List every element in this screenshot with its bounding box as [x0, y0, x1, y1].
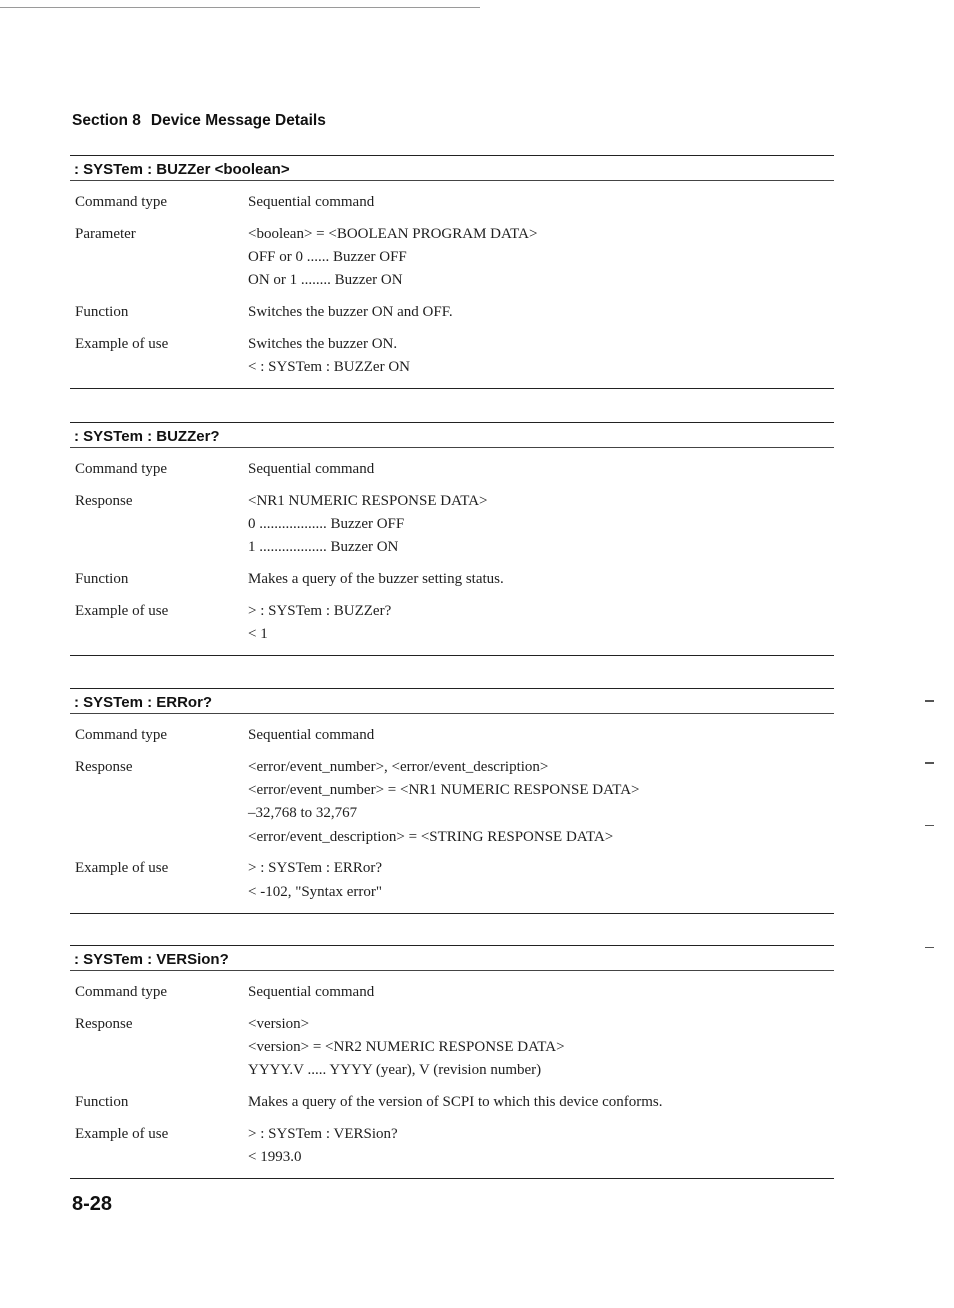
row-value: [248, 458, 834, 481]
value-line: Sequential command: [248, 194, 375, 210]
command-row: [70, 600, 834, 647]
row-value: [248, 568, 834, 591]
command-row: [70, 191, 834, 214]
value-line: Switches the buzzer ON and OFF.: [248, 304, 453, 321]
row-label: Command type: [75, 461, 168, 477]
row-value: [248, 333, 834, 380]
row-value: [248, 1123, 834, 1170]
command-block: [70, 945, 834, 1179]
row-value: [248, 756, 834, 849]
command-row: [70, 724, 834, 747]
row-value: [248, 600, 834, 647]
value-line: Sequential command: [248, 727, 375, 743]
block-bottom-rule: [70, 913, 834, 914]
value-line: Makes a query of the buzzer setting status.: [248, 571, 504, 588]
page-number: 8-28: [72, 1193, 113, 1215]
value-line: Sequential command: [248, 461, 375, 477]
value-line: OFF or 0 ...... Buzzer OFF: [248, 249, 407, 266]
value-line: <version>: [248, 1015, 310, 1032]
value-line: ON or 1 ........ Buzzer ON: [248, 272, 403, 289]
block-bottom-rule: [70, 655, 834, 656]
value-line: Switches the buzzer ON.: [248, 335, 398, 352]
value-line: <error/event_number> = <NR1 NUMERIC RESPONSE DATA>: [248, 782, 640, 799]
section-title: Device Message Details: [150, 112, 326, 129]
command-rows: [70, 181, 834, 380]
value-line: Makes a query of the version of SCPI to which this device conforms.: [248, 1094, 663, 1111]
value-line: <boolean> = <BOOLEAN PROGRAM DATA>: [248, 225, 538, 242]
row-value: [248, 191, 834, 214]
value-line: Sequential command: [248, 984, 375, 1000]
top-scan-rule: [0, 7, 480, 8]
value-line: < 1993.0: [248, 1149, 302, 1166]
edge-mark: [925, 700, 934, 702]
block-bottom-rule: [70, 1178, 834, 1179]
command-row: [70, 458, 834, 481]
edge-mark: [925, 947, 934, 948]
value-line: YYYY.V ..... YYYY (year), V (revision number): [248, 1062, 542, 1079]
command-block: [70, 688, 834, 914]
row-label: Command type: [75, 727, 168, 743]
block-bottom-rule: [70, 388, 834, 389]
row-label: Command type: [75, 984, 168, 1000]
command-title: : SYSTem : BUZZer <boolean>: [70, 155, 834, 181]
command-row: [70, 490, 834, 560]
row-label: Command type: [75, 194, 168, 210]
value-line: <error/event_number>, <error/event_description>: [248, 758, 549, 775]
command-row: [70, 223, 834, 293]
row-value: [248, 490, 834, 560]
command-row: [70, 333, 834, 380]
row-value: [248, 1013, 834, 1083]
command-rows: [70, 971, 834, 1170]
edge-mark: [925, 825, 934, 826]
row-label: Response: [75, 758, 133, 775]
command-row: [70, 981, 834, 1004]
value-line: 0 .................. Buzzer OFF: [248, 516, 405, 533]
row-label: Parameter: [75, 225, 136, 242]
command-title: : SYSTem : VERSion?: [70, 945, 834, 971]
row-value: [248, 857, 834, 904]
value-line: > : SYSTem : BUZZer?: [248, 602, 392, 619]
command-row: [70, 756, 834, 849]
command-row: [70, 1123, 834, 1170]
row-label: Example of use: [75, 860, 169, 877]
row-value: [248, 1091, 834, 1114]
row-label: Function: [75, 304, 129, 321]
command-title: : SYSTem : ERRor?: [70, 688, 834, 714]
edge-mark: [925, 762, 934, 764]
value-line: 1 .................. Buzzer ON: [248, 539, 399, 556]
command-rows: [70, 714, 834, 904]
section-header: [72, 112, 326, 130]
value-line: < -102, "Syntax error": [248, 883, 383, 900]
command-row: [70, 301, 834, 324]
row-value: [248, 223, 834, 293]
value-line: –32,768 to 32,767: [248, 805, 358, 822]
row-label: Example of use: [75, 602, 169, 619]
value-line: <NR1 NUMERIC RESPONSE DATA>: [248, 492, 488, 509]
row-label: Example of use: [75, 1125, 169, 1142]
command-rows: [70, 448, 834, 647]
value-line: > : SYSTem : ERRor?: [248, 860, 383, 877]
command-block: [70, 422, 834, 656]
value-line: <error/event_description> = <STRING RESPONSE DATA>: [248, 828, 614, 845]
row-label: Example of use: [75, 335, 169, 352]
value-line: < 1: [248, 626, 268, 643]
row-value: [248, 724, 834, 747]
command-row: [70, 857, 834, 904]
value-line: <version> = <NR2 NUMERIC RESPONSE DATA>: [248, 1039, 565, 1056]
row-value: [248, 981, 834, 1004]
command-row: [70, 1091, 834, 1114]
row-label: Function: [75, 1094, 129, 1111]
row-label: Response: [75, 1015, 133, 1032]
command-block: [70, 155, 834, 389]
row-value: [248, 301, 834, 324]
row-label: Response: [75, 492, 133, 509]
value-line: > : SYSTem : VERSion?: [248, 1125, 398, 1142]
row-label: Function: [75, 571, 129, 588]
command-row: [70, 1013, 834, 1083]
section-number: Section 8: [72, 112, 141, 129]
value-line: < : SYSTem : BUZZer ON: [248, 359, 410, 376]
command-title: : SYSTem : BUZZer?: [70, 422, 834, 448]
command-row: [70, 568, 834, 591]
